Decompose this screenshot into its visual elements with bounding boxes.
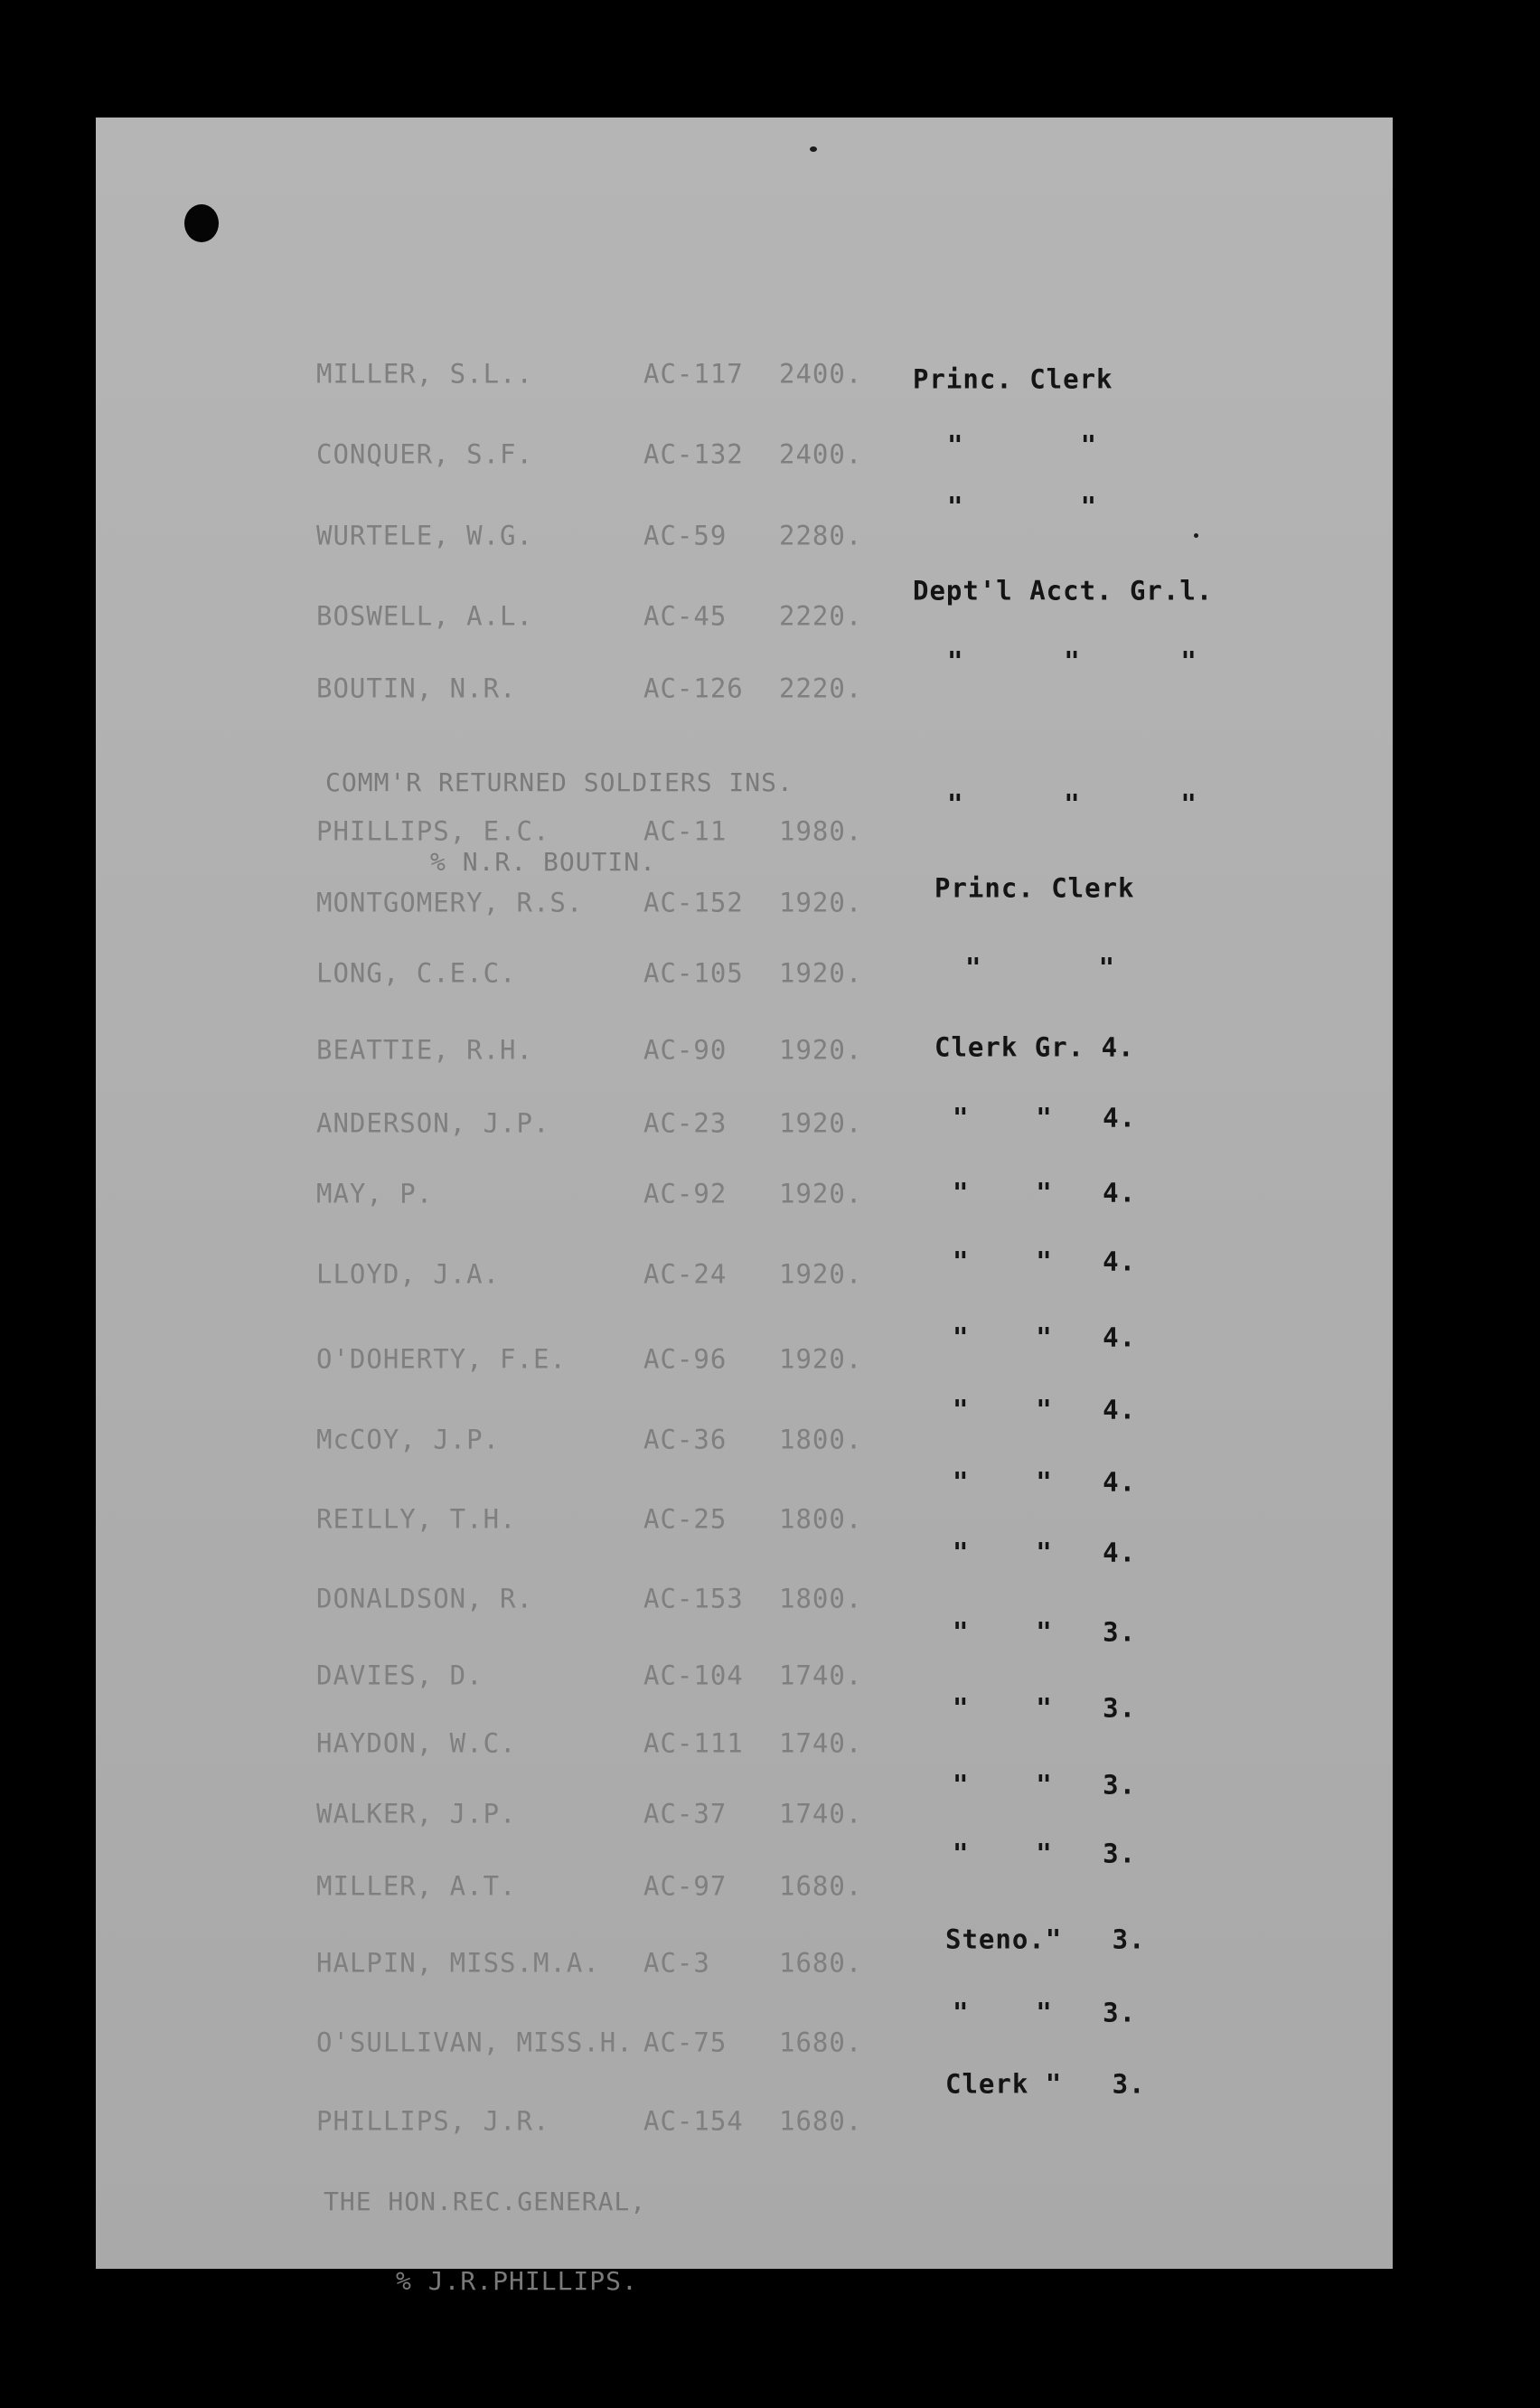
- list-item: [96, 1466, 1393, 1535]
- employee-code: AC-23: [643, 1107, 728, 1139]
- employee-position: Clerk Gr. 4.: [934, 1031, 1135, 1063]
- employee-code: AC-59: [643, 520, 728, 551]
- list-item: [96, 1838, 1393, 1902]
- employee-position: " " 4.: [953, 1322, 1137, 1353]
- employee-position: Steno." 3.: [945, 1924, 1146, 1955]
- employee-name: WURTELE, W.G.: [316, 520, 533, 551]
- employee-name: O'DOHERTY, F.E.: [316, 1343, 567, 1375]
- employee-position: " ": [947, 491, 1098, 522]
- employee-name: MONTGOMERY, R.S.: [316, 887, 584, 918]
- employee-position: " " 4.: [953, 1102, 1137, 1133]
- employee-position: Princ. Clerk: [913, 363, 1113, 395]
- employee-salary: 1920.: [779, 1034, 863, 1066]
- list-item: [96, 1997, 1393, 2058]
- forwarding-note: [325, 720, 793, 926]
- employee-name: McCOY, J.P.: [316, 1424, 501, 1455]
- employee-name: HAYDON, W.C.: [316, 1727, 517, 1759]
- employee-salary: 1740.: [779, 1660, 863, 1691]
- employee-salary: 1920.: [779, 1258, 863, 1290]
- forwarding-note: [324, 2139, 646, 2345]
- employee-code: AC-104: [643, 1660, 744, 1691]
- list-item: [96, 1031, 1393, 1066]
- employee-code: AC-24: [643, 1258, 728, 1290]
- employee-name: BOSWELL, A.L.: [316, 600, 533, 632]
- employee-name: ANDERSON, J.P.: [316, 1107, 550, 1139]
- employee-code: AC-36: [643, 1424, 728, 1455]
- employee-name: PHILLIPS, E.C.: [316, 815, 550, 847]
- employee-salary: 1680.: [779, 1870, 863, 1902]
- employee-code: AC-3: [643, 1947, 710, 1979]
- employee-salary: 1800.: [779, 1424, 863, 1455]
- note-line: % J.R.PHILLIPS.: [396, 2266, 638, 2296]
- employee-name: LLOYD, J.A.: [316, 1258, 501, 1290]
- employee-salary: 1920.: [779, 957, 863, 989]
- employee-position: " " 4.: [953, 1394, 1137, 1425]
- list-item: [96, 1322, 1393, 1375]
- employee-position: " " 3.: [953, 1997, 1137, 2028]
- employee-code: AC-152: [643, 887, 744, 918]
- employee-salary: 1680.: [779, 2105, 863, 2137]
- employee-name: DONALDSON, R.: [316, 1583, 533, 1614]
- employee-position: Clerk " 3.: [945, 2068, 1146, 2100]
- list-item: [96, 1769, 1393, 1830]
- employee-code: AC-154: [643, 2105, 744, 2137]
- employee-salary: 1740.: [779, 1727, 863, 1759]
- employee-salary: 1920.: [779, 1107, 863, 1139]
- list-item: [96, 1692, 1393, 1759]
- list-item: [96, 429, 1393, 470]
- employee-salary: 2400.: [779, 358, 863, 390]
- employee-salary: 2280.: [779, 520, 863, 551]
- employee-salary: 1980.: [779, 815, 863, 847]
- employee-salary: 1920.: [779, 1178, 863, 1209]
- employee-code: AC-25: [643, 1503, 728, 1535]
- employee-salary: 2220.: [779, 673, 863, 704]
- employee-code: AC-11: [643, 815, 728, 847]
- employee-salary: 1800.: [779, 1503, 863, 1535]
- employee-code: AC-105: [643, 957, 744, 989]
- employee-position: " " ": [947, 645, 1197, 677]
- employee-code: AC-126: [643, 673, 744, 704]
- employee-position: " " 4.: [953, 1177, 1137, 1209]
- employee-position: Dept'l Acct. Gr.l.: [913, 575, 1214, 607]
- list-item: [96, 1177, 1393, 1209]
- employee-name: MILLER, A.T.: [316, 1870, 517, 1902]
- list-item: [96, 2068, 1393, 2137]
- employee-position: " " 3.: [953, 1692, 1137, 1724]
- document-page: [96, 118, 1393, 2296]
- note-line: % N.R. BOUTIN.: [430, 847, 657, 877]
- employee-name: PHILLIPS, J.R.: [316, 2105, 550, 2137]
- employee-code: AC-132: [643, 438, 744, 470]
- employee-code: AC-111: [643, 1727, 744, 1759]
- employee-position: " " ": [947, 788, 1197, 820]
- employee-salary: 1920.: [779, 887, 863, 918]
- employee-name: MAY, P.: [316, 1178, 434, 1209]
- employee-position: " " 3.: [953, 1769, 1137, 1801]
- employee-code: AC-90: [643, 1034, 728, 1066]
- employee-position: " ": [965, 952, 1116, 983]
- employee-code: AC-75: [643, 2027, 728, 2058]
- employee-name: O'SULLIVAN, MISS.H.: [316, 2027, 634, 2058]
- employee-salary: 1680.: [779, 2027, 863, 2058]
- employee-name: REILLY, T.H.: [316, 1503, 517, 1535]
- employee-salary: 2400.: [779, 438, 863, 470]
- list-item: [96, 575, 1393, 632]
- ink-speck: [810, 146, 817, 152]
- list-item: [96, 491, 1393, 551]
- employee-code: AC-153: [643, 1583, 744, 1614]
- employee-name: LONG, C.E.C.: [316, 957, 517, 989]
- note-line: COMM'R RETURNED SOLDIERS INS.: [325, 767, 793, 797]
- list-item: [96, 1537, 1393, 1614]
- employee-name: CONQUER, S.F.: [316, 438, 533, 470]
- employee-name: HALPIN, MISS.M.A.: [316, 1947, 600, 1979]
- employee-code: AC-37: [643, 1798, 728, 1830]
- employee-position: " " 4.: [953, 1246, 1137, 1277]
- employee-salary: 1740.: [779, 1798, 863, 1830]
- list-item: [96, 1616, 1393, 1691]
- employee-name: BEATTIE, R.H.: [316, 1034, 533, 1066]
- note-line: THE HON.REC.GENERAL,: [324, 2187, 647, 2216]
- list-item: [96, 645, 1393, 704]
- list-item: [96, 358, 1393, 395]
- punch-hole: [184, 204, 219, 242]
- employee-name: WALKER, J.P.: [316, 1798, 517, 1830]
- employee-position: " ": [947, 429, 1098, 461]
- employee-salary: 2220.: [779, 600, 863, 632]
- employee-position: Princ. Clerk: [934, 872, 1135, 904]
- employee-code: AC-45: [643, 600, 728, 632]
- list-item: [96, 1394, 1393, 1455]
- employee-salary: 1920.: [779, 1343, 863, 1375]
- employee-code: AC-97: [643, 1870, 728, 1902]
- employee-salary: 1800.: [779, 1583, 863, 1614]
- employee-position: " " 4.: [953, 1466, 1137, 1498]
- employee-code: AC-117: [643, 358, 744, 390]
- employee-position: " " 3.: [953, 1616, 1137, 1648]
- list-item: [96, 1924, 1393, 1979]
- employee-code: AC-96: [643, 1343, 728, 1375]
- employee-code: AC-92: [643, 1178, 728, 1209]
- employee-name: MILLER, S.L..: [316, 358, 533, 390]
- employee-salary: 1680.: [779, 1947, 863, 1979]
- employee-position: " " 4.: [953, 1537, 1137, 1568]
- employee-name: DAVIES, D.: [316, 1660, 484, 1691]
- employee-position: " " 3.: [953, 1838, 1137, 1869]
- employee-name: BOUTIN, N.R.: [316, 673, 517, 704]
